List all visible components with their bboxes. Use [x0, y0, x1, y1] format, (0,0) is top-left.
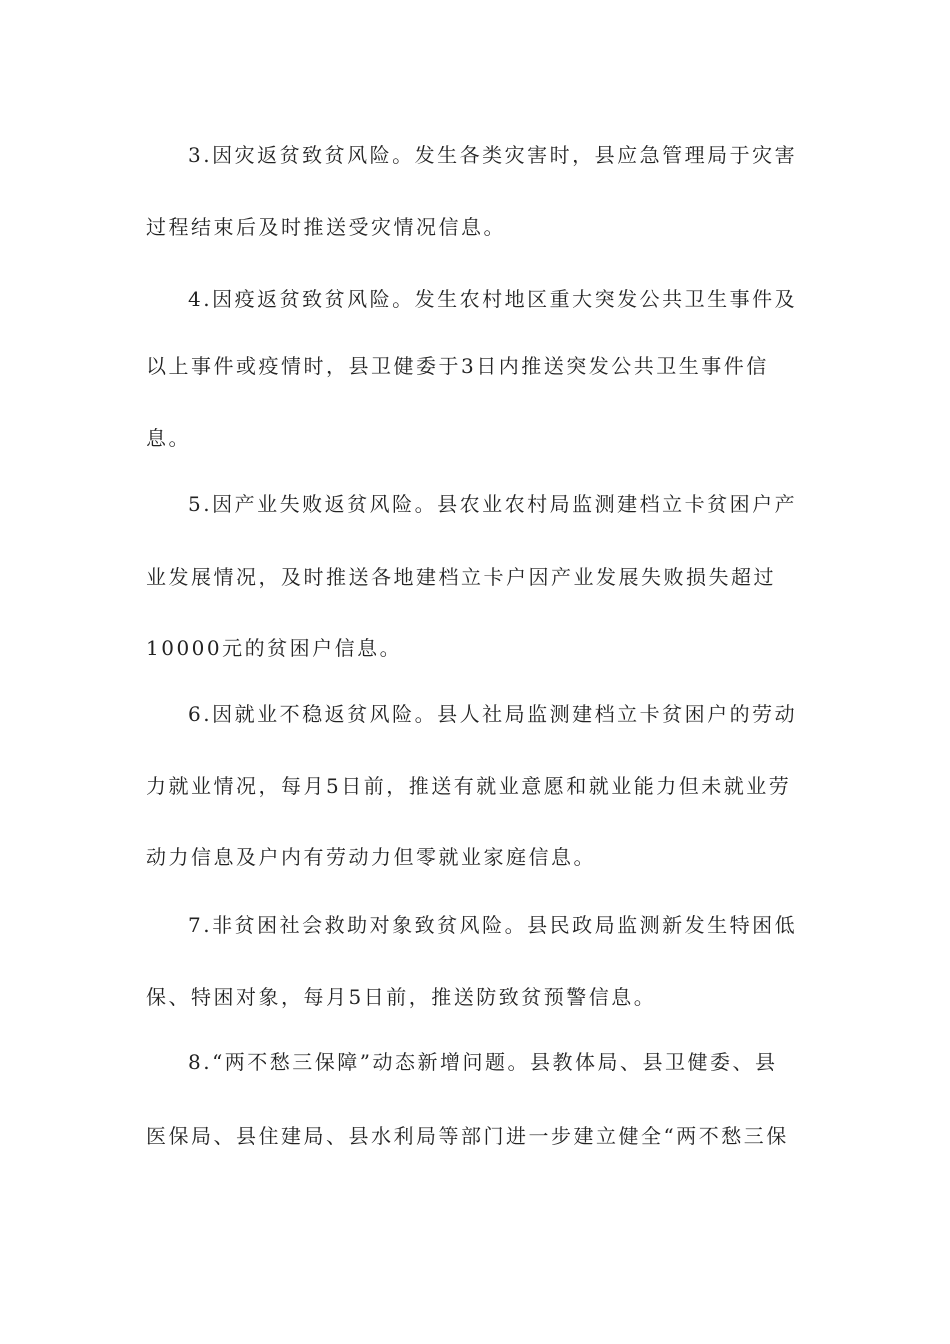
paragraph-4-line-1: 4.因疫返贫致贫风险。发生农村地区重大突发公共卫生事件及 — [188, 287, 798, 311]
paragraph-3-line-1: 3.因灾返贫致贫风险。发生各类灾害时，县应急管理局于灾害 — [188, 143, 798, 167]
paragraph-4-line-2: 以上事件或疫情时，县卫健委于3日内推送突发公共卫生事件信 — [146, 354, 769, 378]
paragraph-6-line-3: 动力信息及户内有劳动力但零就业家庭信息。 — [146, 845, 596, 869]
paragraph-5-line-3: 10000元的贫困户信息。 — [146, 636, 403, 660]
paragraph-8-line-1: 8.“两不愁三保障”动态新增问题。县教体局、县卫健委、县 — [188, 1050, 778, 1074]
paragraph-8-line-2: 医保局、县住建局、县水利局等部门进一步建立健全“两不愁三保 — [146, 1124, 789, 1148]
paragraph-7-line-2: 保、特困对象，每月5日前，推送防致贫预警信息。 — [146, 985, 657, 1009]
paragraph-5-line-1: 5.因产业失败返贫风险。县农业农村局监测建档立卡贫困户产 — [188, 492, 798, 516]
paragraph-7-line-1: 7.非贫困社会救助对象致贫风险。县民政局监测新发生特困低 — [188, 913, 798, 937]
paragraph-3-line-2: 过程结束后及时推送受灾情况信息。 — [146, 215, 506, 239]
paragraph-4-line-3: 息。 — [146, 426, 191, 450]
paragraph-6-line-2: 力就业情况，每月5日前，推送有就业意愿和就业能力但未就业劳 — [146, 774, 792, 798]
paragraph-5-line-2: 业发展情况，及时推送各地建档立卡户因产业发展失败损失超过 — [146, 565, 776, 589]
paragraph-6-line-1: 6.因就业不稳返贫风险。县人社局监测建档立卡贫困户的劳动 — [188, 702, 798, 726]
